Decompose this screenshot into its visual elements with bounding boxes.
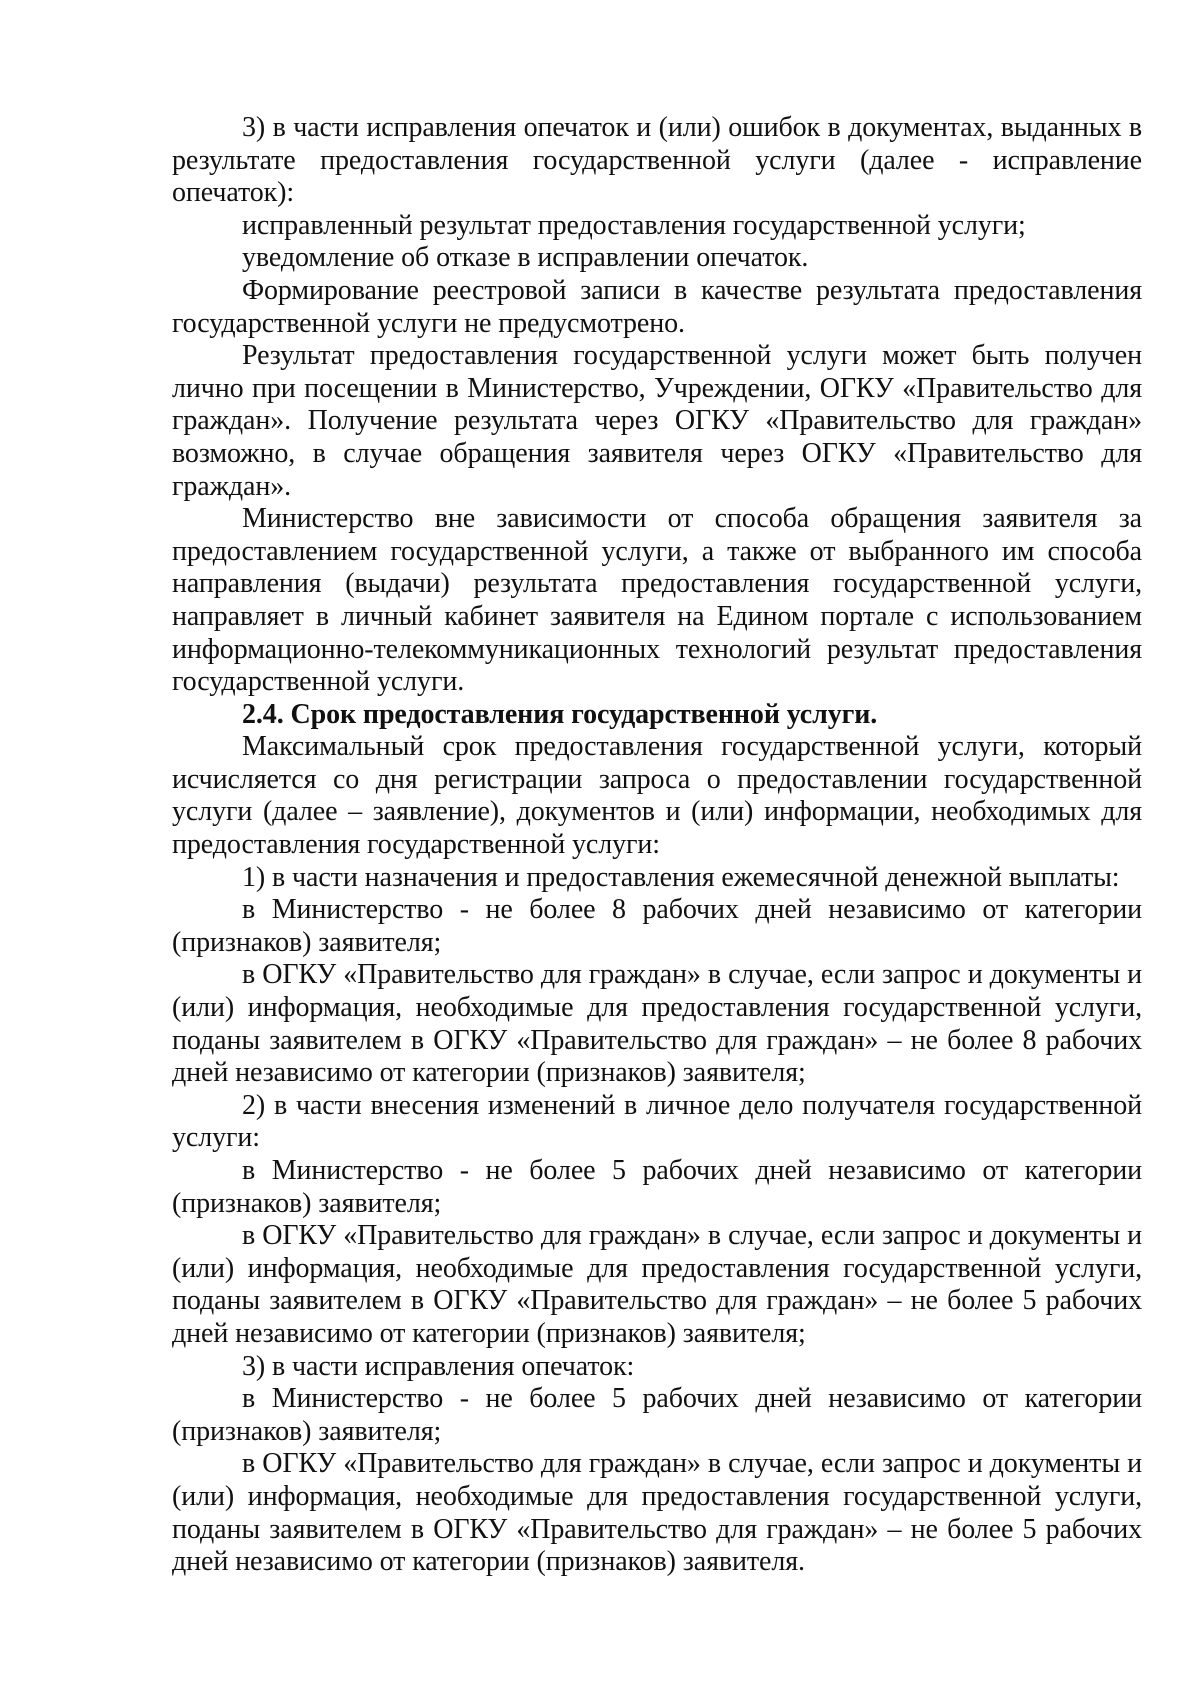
paragraph-personal-file-changes: 2) в части внесения изменений в личное дело получателя государственной услуги:	[172, 1089, 1142, 1154]
paragraph-typo-correction: 3) в части исправления опечаток:	[242, 1350, 635, 1382]
section-heading-service-term: 2.4. Срок предоставления государственной услуги.	[242, 698, 878, 730]
paragraph-registry-record: Формирование реестровой записи в качестве результата предоставления государственной услуги не предусмотрено.	[172, 274, 1142, 339]
paragraph-ministry-8-days: в Министерство - не более 8 рабочих дней независимо от категории (признаков) заявителя;	[172, 894, 1142, 958]
paragraph-refusal-notice: уведомление об отказе в исправлении опечаток.	[242, 242, 809, 274]
paragraph-ogku-5-days-changes: в ОГКУ «Правительство для граждан» в случае, если запрос и документы и (или) информация, необходимые для предоставления государственной услуги, поданы заявителем в ОГКУ «Правительство для граждан» – не более 5 рабочих дней независимо от категории (признаков) заявителя;	[172, 1220, 1142, 1349]
paragraph-ogku-8-days: в ОГКУ «Правительство для граждан» в случае, если запрос и документы и (или) информация, необходимые для предоставления государственной услуги, поданы заявителем в ОГКУ «Правительство для граждан» – не более 8 рабочих дней независимо от категории (признаков) заявителя;	[172, 959, 1142, 1089]
paragraph-personal-cabinet: Министерство вне зависимости от способа обращения заявителя за предоставлением государственной услуги, а также от выбранного им способа направления (выдачи) результата предоставления государственной услуги, направляет в личный кабинет заявителя на Едином портале с использованием информационно-телекоммуникационных технологий результат предоставления государственной услуги.	[172, 503, 1142, 698]
paragraph-ministry-5-days-changes: в Министерство - не более 5 рабочих дней независимо от категории (признаков) заявителя;	[172, 1155, 1142, 1219]
paragraph-result-receipt: Результат предоставления государственной услуги может быть получен лично при посещении в Министерство, Учреждении, ОГКУ «Правительство для граждан». Получение результата через ОГКУ «Правительство для граждан» возможно, в случае обращения заявителя через ОГКУ «Правительство для граждан».	[172, 340, 1142, 502]
paragraph-ministry-5-days-typos: в Министерство - не более 5 рабочих дней независимо от категории (признаков) заявителя;	[172, 1383, 1142, 1447]
paragraph-typo-correction-results: 3) в части исправления опечаток и (или) ошибок в документах, выданных в результате предоставления государственной услуги (далее - исправление опечаток):	[172, 112, 1142, 209]
paragraph-max-term: Максимальный срок предоставления государственной услуги, который исчисляется со дня регистрации запроса о предоставлении государственной услуги (далее – заявление), документов и (или) информации, необходимых для предоставления государственной услуги:	[172, 731, 1142, 861]
paragraph-corrected-result: исправленный результат предоставления государственной услуги;	[242, 209, 1026, 241]
paragraph-monthly-payment: 1) в части назначения и предоставления ежемесячной денежной выплаты:	[242, 861, 1120, 893]
document-page	[172, 112, 1142, 1579]
paragraph-ogku-5-days-typos: в ОГКУ «Правительство для граждан» в случае, если запрос и документы и (или) информация, необходимые для предоставления государственной услуги, поданы заявителем в ОГКУ «Правительство для граждан» – не более 5 рабочих дней независимо от категории (признаков) заявителя.	[172, 1448, 1142, 1578]
